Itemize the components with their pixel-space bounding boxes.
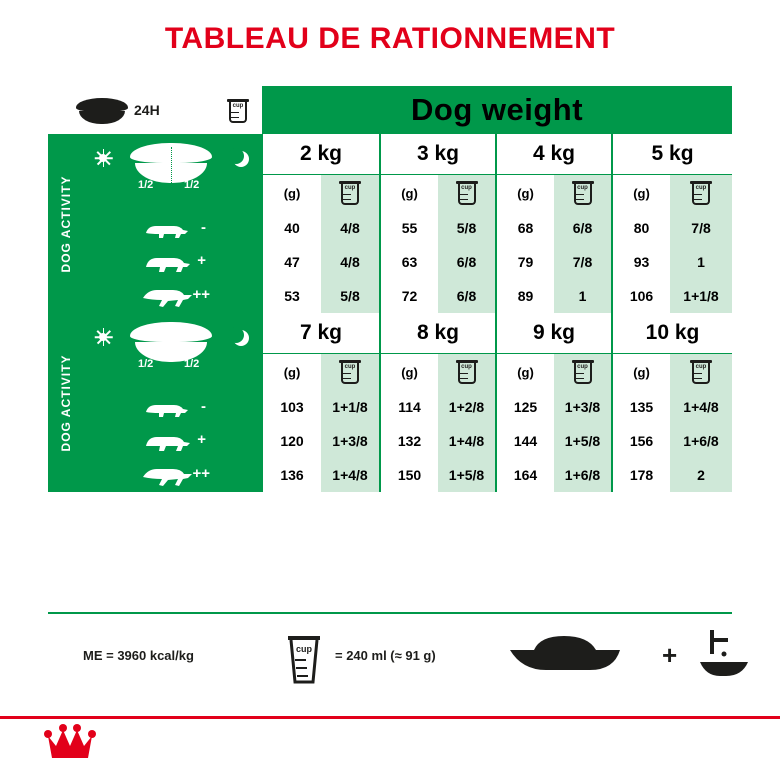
unit-cup-1-b2 [438,354,496,391]
g-b1-0-2: 68 [496,211,554,245]
spacer-b1-1 [214,245,262,279]
cup-icon: cup [456,179,478,205]
g-b2-2-0: 136 [262,458,321,492]
cup-icon: cup [339,358,361,384]
dog-icon-running [140,284,194,308]
unit-g-3-b1: (g) [612,175,670,212]
g-b2-1-1: 132 [380,424,438,458]
activity-level-b1-1: + [197,252,206,269]
cup-b2-0-1: 1+2/8 [438,390,496,424]
g-b1-2-2: 89 [496,279,554,313]
cup-icon: cup [572,358,594,384]
cup-legend-icon [280,630,328,691]
feeding-table-grid [48,86,732,492]
weights-row-block1 [48,134,732,175]
cup-b1-2-3: 1+1/8 [670,279,732,313]
spacer-b2-0 [214,390,262,424]
bottom-red-rule [0,716,780,719]
cup-b1-2-2: 1 [554,279,612,313]
activity-level-b1-0: - [201,219,206,236]
cup-icon-label: cup [232,103,244,109]
cup-b1-1-3: 1 [670,245,732,279]
cup-b2-1-2: 1+5/8 [554,424,612,458]
g-b2-0-3: 135 [612,390,670,424]
bowl-legend-icon [500,628,630,681]
data-row-b1-1 [48,245,732,279]
g-b1-2-0: 53 [262,279,321,313]
spacer-b1-0 [214,211,262,245]
dog-icon-cell-b1-2 [84,279,214,313]
activity-label-block2 [48,313,84,492]
spacer-b1-2 [214,279,262,313]
unit-cup-2-b2 [554,354,612,391]
weight-1-block2: 8 kg [380,313,496,354]
cup-b2-1-1: 1+4/8 [438,424,496,458]
water-bowl-icon [696,624,752,685]
cup-b1-2-0: 5/8 [321,279,380,313]
g-b2-1-2: 144 [496,424,554,458]
g-b2-0-0: 103 [262,390,321,424]
cup-icon: cup [572,179,594,205]
svg-text:cup: cup [295,644,313,654]
cup-b2-0-0: 1+1/8 [321,390,380,424]
dog-icon-small [142,219,192,239]
weight-0-block2: 7 kg [262,313,380,354]
dog-icon-cell-b1-0 [84,211,214,245]
unit-g-2-b2: (g) [496,354,554,391]
activity-label-text-1: DOG ACTIVITY [59,175,73,272]
cup-b1-0-0: 4/8 [321,211,380,245]
g-b1-1-2: 79 [496,245,554,279]
half-left-2: 1/2 [138,357,154,370]
data-row-b2-1 [48,424,732,458]
data-row-b2-0 [48,390,732,424]
g-b2-0-1: 114 [380,390,438,424]
corner-cell-24h [48,86,214,134]
cup-b2-2-0: 1+4/8 [321,458,380,492]
brand-crown-logo [42,724,104,764]
cup-icon: cup [339,179,361,205]
cup-icon: cup [456,358,478,384]
feeding-table [48,86,732,492]
unit-g-0-b2: (g) [262,354,321,391]
unit-cup-0-b2 [321,354,380,391]
data-row-b2-2 [48,458,732,492]
cup-b1-0-2: 6/8 [554,211,612,245]
bowl-split-icon-block1 [84,134,262,211]
cup-b2-2-3: 2 [670,458,732,492]
unit-cup-0-b1 [321,175,380,212]
page-title: TABLEAU DE RATIONNEMENT [164,22,616,55]
cup-b1-1-0: 4/8 [321,245,380,279]
cup-icon [227,97,249,123]
cup-b2-0-2: 1+3/8 [554,390,612,424]
moon-icon [233,330,249,346]
unit-g-2-b1: (g) [496,175,554,212]
sun-icon [94,328,112,346]
g-b2-1-0: 120 [262,424,321,458]
half-right-2: 1/2 [184,357,200,370]
g-b1-1-0: 47 [262,245,321,279]
unit-g-1-b2: (g) [380,354,438,391]
dog-icon-running [140,463,194,487]
weight-3-block1: 5 kg [612,134,732,175]
corner-cell-cup [214,86,262,134]
weight-2-block1: 4 kg [496,134,612,175]
g-b2-1-3: 156 [612,424,670,458]
weights-row-block2 [48,313,732,354]
unit-cup-3-b1 [670,175,732,212]
dog-icon-medium [142,430,192,452]
clock-24h-label: 24H [134,102,160,118]
g-b1-1-3: 93 [612,245,670,279]
sun-icon [94,149,112,167]
g-b2-0-2: 125 [496,390,554,424]
half-right-1: 1/2 [184,178,200,191]
g-b2-2-3: 178 [612,458,670,492]
cup-icon: cup [690,358,712,384]
data-row-b1-0 [48,211,732,245]
cup-b2-2-1: 1+5/8 [438,458,496,492]
unit-g-3-b2: (g) [612,354,670,391]
cup-b2-1-0: 1+3/8 [321,424,380,458]
weight-1-block1: 3 kg [380,134,496,175]
dog-icon-cell-b2-0 [84,390,214,424]
bowl-split-icon-block2 [84,313,262,390]
dog-icon-cell-b2-2 [84,458,214,492]
cup-b2-1-3: 1+6/8 [670,424,732,458]
unit-g-1-b1: (g) [380,175,438,212]
cup-equivalence: = 240 ml (≈ 91 g) [335,648,436,663]
unit-cup-1-b1 [438,175,496,212]
g-b1-0-1: 55 [380,211,438,245]
cup-b1-0-1: 5/8 [438,211,496,245]
g-b1-2-1: 72 [380,279,438,313]
g-b1-1-1: 63 [380,245,438,279]
cup-b1-2-1: 6/8 [438,279,496,313]
g-b2-2-1: 150 [380,458,438,492]
cup-b1-1-2: 7/8 [554,245,612,279]
footer-legend [48,612,732,698]
dog-weight-header: Dog weight [262,86,732,134]
half-left-1: 1/2 [138,178,154,191]
g-b1-2-3: 106 [612,279,670,313]
dog-icon-cell-b2-1 [84,424,214,458]
cup-icon: cup [690,179,712,205]
cup-b2-2-2: 1+6/8 [554,458,612,492]
dog-icon-cell-b1-1 [84,245,214,279]
spacer-b2-1 [214,424,262,458]
activity-level-b2-2: ++ [192,465,210,482]
dog-icon-small [142,398,192,418]
data-row-b1-2 [48,279,732,313]
activity-level-b2-1: + [197,431,206,448]
dog-icon-medium [142,251,192,273]
moon-icon [233,151,249,167]
activity-label-text-2: DOG ACTIVITY [59,354,73,451]
cup-b1-1-1: 6/8 [438,245,496,279]
weight-0-block1: 2 kg [262,134,380,175]
plus-sign: + [662,640,678,670]
cup-b1-0-3: 7/8 [670,211,732,245]
cup-b2-0-3: 1+4/8 [670,390,732,424]
activity-label-block1 [48,134,84,313]
unit-cup-2-b1 [554,175,612,212]
g-b1-0-3: 80 [612,211,670,245]
weight-3-block2: 10 kg [612,313,732,354]
g-b1-0-0: 40 [262,211,321,245]
header-row [48,86,732,134]
unit-cup-3-b2 [670,354,732,391]
weight-2-block2: 9 kg [496,313,612,354]
unit-g-0-b1: (g) [262,175,321,212]
energy-value: ME = 3960 kcal/kg [83,648,194,663]
activity-level-b2-0: - [201,398,206,415]
spacer-b2-2 [214,458,262,492]
activity-level-b1-2: ++ [192,286,210,303]
g-b2-2-2: 164 [496,458,554,492]
